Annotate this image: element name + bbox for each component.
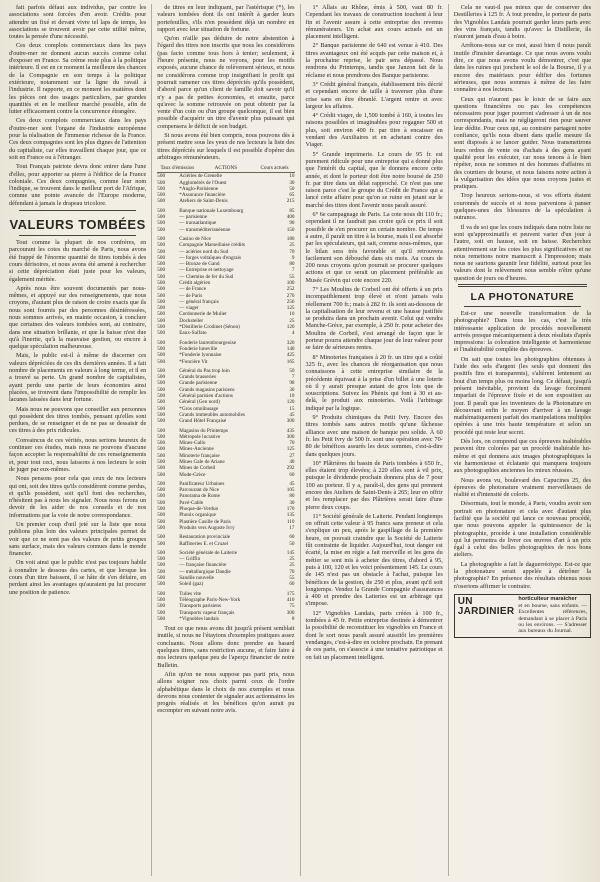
table-cell-num: 500 bbox=[157, 493, 166, 500]
table-cell-name: Panificateur Urbaines bbox=[179, 480, 225, 487]
table-cell-val: 55 bbox=[289, 273, 295, 280]
table-row bbox=[157, 472, 294, 478]
table-cell-num: 500 bbox=[157, 411, 166, 418]
ad-subtitle: horticulteur maraîcher bbox=[518, 595, 577, 602]
table-cell-name: Grand Hôtel Françaisé bbox=[179, 418, 227, 425]
table-cell-name: Mines Gale de Ariane bbox=[179, 459, 225, 465]
table-cell-num: 500 bbox=[157, 198, 166, 205]
table-cell-num: 500 bbox=[157, 220, 166, 227]
table-cell-val: 4 bbox=[291, 330, 295, 337]
heading-la-photonature: LA PHOTONATURE bbox=[470, 290, 575, 303]
table-cell-num: 500 bbox=[157, 345, 166, 352]
table-cell-val: 70 bbox=[289, 248, 295, 255]
paragraph: 10° Plâtrières du bassin de Paris tombées à 650 fr., elles étaient trop élevées; à 220 elles sont à vil prix, puisque le dividende prochain donnera plus de 7 pour 100 au porteur. Il y a, paraît-il, des gens qui prennent encore des Ateliers de Saint-Denis à 265; leur en offrir et les remplacer par des Plâtrières serait faire d'une pierre deux coups. bbox=[305, 459, 443, 511]
table-cell-num: 500 bbox=[157, 499, 166, 506]
table-cell-num: 500 bbox=[157, 254, 166, 261]
paragraph: Tout ce que nous avons dit jusqu'à présent semblait inutile, si nous ne l'étayions d'exemples pratiques assez concluants. Nous allons donc prendre au hasard quelques titres, sans restriction aucune, et faire faire à nos lecteurs quelque peu de l'aperçu financier de notre Bulletin. bbox=[157, 625, 295, 669]
table-cell-val: 55 bbox=[289, 575, 295, 582]
table-cell-num: 500 bbox=[157, 590, 166, 597]
table-cell-name: Transports parisiens bbox=[179, 603, 221, 610]
table-cell-num: 500 bbox=[157, 358, 166, 365]
paragraph: 6° 6e campagnage de Paris. La cote nous dit 110 fr.; cependant il ne faudrait pas croire qu'à ce prix il soit possible de s'en procurer un certain nombre. De temps à autre, il paraît un titre à la bourse, mais il est absorbé par les spéculateurs, qui sait, comme nous-mêmes, que le bilan sera très favorable et qu'il retrouvera facilement son débouché dans six mois. Au cours de 200 nous croyons qu'on pourrait se procurer quelques actions et que ce serait un placement préférable au Musée Grévin qui cote encore 220. bbox=[305, 211, 443, 284]
table-cell-name: — transméditerranéenne bbox=[179, 226, 231, 233]
table-cell-name: — Bronze de Gand bbox=[179, 261, 220, 268]
table-cell-name: Mode-Grèce bbox=[179, 471, 206, 478]
table-cell-val: 252 bbox=[286, 286, 295, 293]
table-cell-num: 500 bbox=[157, 305, 166, 312]
table-cell-val: 10 bbox=[289, 393, 295, 400]
photonature-article bbox=[454, 310, 591, 590]
table-cell-val: 30 bbox=[289, 499, 295, 506]
table-cell-val: 300 bbox=[286, 433, 295, 440]
table-cell-name: Pavé-Cable bbox=[179, 499, 204, 506]
table-cell-name: Général parisien d'actions bbox=[179, 393, 233, 400]
table-cell-val: 45 bbox=[289, 411, 295, 418]
table-row bbox=[157, 418, 294, 424]
table-cell-val: 70 bbox=[289, 440, 295, 447]
table-cell-val: 215 bbox=[286, 198, 295, 205]
paragraph: Afin qu'on ne nous suppose pas parti pris, nous allons soigner nos choix parmi ceux de l'ordre alphabétique dans le choix de nos exemples et nous devrons nous contenter de signaler aux actionnaires les progrès réalisés et les bénéfices qu'on aurait pu escompter en suivant notre avis. bbox=[157, 670, 295, 715]
table-cell-name: Grande parisienne bbox=[179, 380, 218, 387]
table-cell-name: Crédit algérien bbox=[179, 279, 211, 286]
table-cell-num: 500 bbox=[157, 581, 166, 588]
table-cell-name: Mines de Corbeil bbox=[179, 465, 216, 472]
table-cell-val: 110 bbox=[286, 518, 295, 525]
paragraph: 3° Crédit général français, établissement très décrié et cependant encore de taille à traverser plus d'une crise sans en être ébranlé. L'argent rentre et avec largeur les affaires. bbox=[305, 80, 443, 110]
table-row bbox=[157, 227, 294, 233]
paragraph: Tout Français patriote devra donc entrer dans l'une d'elles, pour apporter sa pierre à l'édifice de la France coloniale. Ces deux compagnies, comme leur nom l'indique, se trouvent dans le meilleur port de l'Afrique, comme une pointe avancée de l'Europe moderne, défendant à jamais le drapeau tricolore. bbox=[9, 163, 147, 207]
table-cell-num: 500 bbox=[157, 471, 166, 478]
table-cell-num: 500 bbox=[157, 248, 166, 255]
divider bbox=[458, 284, 587, 287]
table-cell-name: Minoterie française bbox=[179, 452, 220, 459]
paragraph: On voit ainsi que le public n'est pas toujours habile à connaître le dessous des cartes, et que lorsque les cours d'un titre baissent, il se hâte de s'en défaire, en perdant ainsi les avantages qu'auraient pu lui procurer une position de patience. bbox=[9, 559, 147, 596]
table-cell-num: 500 bbox=[157, 534, 166, 541]
table-cell-val: 120 bbox=[286, 399, 295, 406]
column-2-top-text bbox=[157, 4, 294, 161]
table-cell-num: 500 bbox=[157, 279, 166, 286]
table-cell-num: 500 bbox=[157, 386, 166, 393]
table-cell-num: 500 bbox=[157, 603, 166, 610]
paragraph: La photographie a fait le daguerréotype. Est-ce que la photonature serait appelée à détrôner la photographie? En présence des résultats obtenus nous n'oserions affirmer le contraire. bbox=[453, 560, 591, 590]
table-cell-num: 500 bbox=[157, 465, 166, 472]
table-cell-name: *Assurance financière bbox=[179, 192, 226, 199]
table-cell-name: Soleil (gaz) bbox=[179, 581, 204, 588]
ad-title: UN JARDINIER bbox=[457, 595, 515, 617]
table-cell-num: 500 bbox=[157, 524, 166, 531]
ad-text: et en bourse, sans enfants. — Excellentes références, demandant à se placer à Paris ou les environs. — S'adresser aux bureaux du Journal. bbox=[518, 602, 587, 635]
table-cell-val: 7 bbox=[291, 267, 295, 274]
paragraph: Après nous être souvent documentés par nous-mêmes, et appuyé sur des renseignements, que nous croyons, d'autant plus de raison de croire exacts que ils nous sont fournis par des personnes désintéressées, nous sommes arrivés, en mainte occasion, à conclure que certaines des valeurs tombées sont, au contraire, dans une situation brillante, et que la baisse n'est due qu'à l'inertie, qu'à la mauvaise gestion, ou encore à quelque spéculation malheureuse. bbox=[9, 284, 147, 351]
table-cell-name: — forges voltaïques d'engrais bbox=[179, 254, 242, 261]
table-cell-val: 165 bbox=[286, 358, 295, 365]
table-block bbox=[157, 368, 294, 425]
table-cell-num: 500 bbox=[157, 367, 166, 374]
table-cell-name: Aciéries de Grenelle bbox=[179, 173, 222, 180]
table-cell-num: 500 bbox=[157, 615, 166, 622]
table-cell-val: 300 bbox=[286, 418, 295, 425]
table-cell-val: 17 bbox=[289, 524, 295, 531]
table-cell-name: — viager bbox=[179, 305, 199, 312]
table-cell-val: 50 bbox=[289, 185, 295, 192]
table-cell-val: 8 bbox=[291, 615, 295, 622]
table-cell-name: Fonderie luneville bbox=[179, 345, 218, 352]
table-block bbox=[157, 208, 294, 233]
table-cell-name: Téléographe Paris-New-York bbox=[179, 596, 241, 603]
table-cell-name: Ateliers de Saint-Denis bbox=[179, 198, 228, 205]
table-cell-val: 10 bbox=[289, 173, 295, 180]
table-cell-val: 9 bbox=[291, 254, 295, 261]
table-cell-num: 500 bbox=[157, 298, 166, 305]
table-cell-name: Mines-Gallo bbox=[179, 440, 206, 447]
paragraph: 11° Société générale de Laiterie. Pendant longtemps on offrait cette valeur à 95 francs sans preneur et cela s'explique un peu, après le gaspillage de la première heure, on pouvait craindre que la Société de Laiterie fût contrainte de liquider. Aujourd'hui, tout danger est écarté, la mise en régie a fait merveille et les gens du métier se sont mis à acheter des titres, d'abord à 95, puis à 100, 120 et les voici présentement 145. Le cours de 145 n'est pas un obstacle à l'achat, puisque les bénéfices de la gestion, de 250 et plus, avant qu'il soit longtemps. Vendez la Grande Compagnie d'assurances à 400 et prendre des Laiteries est un arbitrage qui s'impose. bbox=[305, 512, 443, 608]
table-cell-num: 500 bbox=[157, 512, 166, 519]
table-cell-name: *Anglo-Parisienne bbox=[179, 185, 219, 192]
table-cell-num: 500 bbox=[157, 374, 166, 381]
table-cell-num: 500 bbox=[157, 556, 166, 563]
arbitrage-examples bbox=[306, 4, 443, 661]
table-row bbox=[157, 359, 294, 365]
table-block bbox=[157, 428, 294, 478]
table-cell-val: 60 bbox=[289, 581, 295, 588]
paragraph: Est-ce une nouvelle transformation de la photographie? Dans tous les cas, c'est la très intéressante application de procédés nouvellement arrivés presque mécaniquement à deux résultats d'après impressions: la coloration intelligente et harmonieuse et l'inaltérabilité complète des épreuves. bbox=[453, 309, 591, 354]
table-cell-name: Casino de Nice bbox=[179, 235, 211, 242]
table-cell-num: 500 bbox=[157, 405, 166, 412]
table-cell-val: 70 bbox=[289, 568, 295, 575]
table-cell-name: — transatlantique bbox=[179, 220, 217, 227]
actions-table bbox=[157, 173, 294, 622]
table-cell-val: 100 bbox=[286, 279, 295, 286]
table-cell-num: 500 bbox=[157, 433, 166, 440]
table-cell-num: 500 bbox=[157, 459, 166, 465]
table-cell-num: 500 bbox=[157, 480, 166, 487]
table-cell-val: 30 bbox=[289, 386, 295, 393]
table-cell-name: *Foncière Vit bbox=[179, 358, 208, 365]
table-cell-num: 500 bbox=[157, 192, 166, 199]
table-cell-name: Produits vers Auguste Ivry bbox=[179, 524, 235, 531]
paragraph: 5° Grande imprimerie. Le cours de 95 fr. est purement ridicule pour une entreprise qui a donné plus que l'intérêt du capital, que le donnera encore cette année, et dont le porteur doit être notre boursé de 250 fr. par titre dans un délai rapproché. Ce n'est pas une raison parce c'est le groupe du Crédit de France qui a lancé cette affaire pour qu'on se ruine en jetant sur le marché des titres dont l'avenir nous paraît assuré. bbox=[305, 150, 443, 209]
paragraph: Arrêtons-nous sur ce mot, aussi bien il nous paraît inutile d'insister davantage. Ce que nous avons voulu dire, ce que nous avons voulu démontrer, c'est que dans les ruines qui jonchent le sol de la Bourse, il y a encore des matériaux pour édifier des fortunes sérieuses, que nous sommes à même de les faire connaître à nos lecteurs. bbox=[453, 42, 591, 94]
table-cell-name: Docksteiler bbox=[179, 317, 204, 324]
table-cell-val: 25 bbox=[289, 242, 295, 249]
table-cell-val: 10 bbox=[289, 311, 295, 318]
table-row bbox=[157, 198, 294, 204]
table-cell-val: 135 bbox=[286, 512, 295, 519]
paragraph: Tout comme la plupart de nos confrères, en parcourant les cotes du marché de Paris, nous avons été frappé de l'énorme quantité de titres tombés à des cours dérisoires, et nous avons été amené à rechercher si cette dépréciation était juste pour les valeurs, également méritée. bbox=[9, 239, 147, 283]
paragraph: Dès lors, on comprend que ces épreuves inaltérables peuvent être colorées par un procédé inaltérable lui-même et qui donnera aux images photographiques la vie harmonieuse et éclatante qui manquera toujours aux photographies anciennes les mieux réussies. bbox=[453, 438, 591, 475]
table-cell-name: Raffineries E. et Cruzel bbox=[179, 540, 229, 547]
heading-valeurs-tombees: VALEURS TOMBÉES bbox=[9, 217, 146, 233]
table-cell-num: 500 bbox=[157, 549, 166, 556]
paragraph: Qu'on n'aille pas déduire de notre abstention à l'égard des titres non inscrits que nous les considérons (pas facto comme tous hors à tenter; seulement, à l'heure présente, nous ne voyons, pour les motifs exposés, aucune chance de relèvement sérieux, et nous ne considérons comme trop insignifiant le profit qui pourrait ramener ces titres dépréciés qu'ils possèdent, d'abord parce qu'un client de famille doit savoir qu'il n'y a pas de petites économies, et ensuite, parce qu'avec la somme retrouvée on peut obtenir par la vente d'un coin ou d'un groupe quelconque, il est bien possible d'acquérir un titre d'avenir plus puissant qui compensera le déficit de son budget. bbox=[157, 35, 295, 130]
table-cell-val: 85 bbox=[289, 207, 295, 214]
table-cell-name: Transports vapeur français bbox=[179, 609, 235, 616]
table-cell-name: Mines-Ancienne bbox=[179, 446, 214, 453]
table-cell-name: *Gros omnibusage bbox=[179, 405, 219, 412]
table-cell-name: Métropole lucrative bbox=[179, 433, 221, 440]
table-cell-name: *Fonderie lyonnaise bbox=[179, 352, 222, 359]
table-cell-val: 75 bbox=[289, 603, 295, 610]
table-cell-val: 175 bbox=[286, 590, 295, 597]
paragraph: Convaincus de ces vérités, nous serions heureux de continuer ces études, mais nous ne pouvons d'aucune façon accepter la responsabilité de ces renseignements et, pour tout ceci, nous laissons à nos lecteurs le soin de juger par eux-mêmes. bbox=[9, 436, 147, 473]
valeurs-tombees-article bbox=[9, 239, 146, 596]
paragraph: 12° Vignobles Landais, parts créées à 100 fr., tombées à 45 fr. Petite entreprise destinée à démontrer la possibilité de reconstituer les vignobles en France et dont le sort nous paraît assuré aussitôt les premières vendanges, c'est-à-dire en octobre prochain. En prenant de ces parts, on s'associe à une tentative patriotique et on fait un placement intelligent. bbox=[305, 609, 443, 661]
header-taux: Taux d'émission bbox=[160, 165, 195, 172]
table-cell-val: 256 bbox=[286, 298, 295, 305]
table-cell-name: *Distillerie Crodinet (Sénon) bbox=[179, 324, 240, 331]
table-cell-name: Général (Gen nord) bbox=[179, 399, 220, 406]
header-cours: Cours actuels bbox=[260, 165, 289, 172]
table-cell-val: 120 bbox=[286, 324, 295, 331]
table-cell-val: 50 bbox=[289, 367, 295, 374]
paragraph: 2° Banque parisienne de 640 est venue à 410. Des titres avantageux ont été acquis par cette maison et, à la prochaine reprise, le pair sera dépassé. Nous rendrons du Printemps, tandis que Janzon fait de la réclame et nous prendrons des Banque parisienne. bbox=[305, 42, 443, 79]
paragraph: 4° Crédit viager, de 1,500 tombé à 160, à toutes les raisons possibles et imaginables pour regagner 500 et plus, soit environ 400 fr. par titre à encaisser en vendant des Auxiliaires et en achetant contre des Viager. bbox=[305, 112, 443, 149]
table-block bbox=[157, 481, 294, 531]
paragraph: 1° Allais au Rhône, émis à 500, vaut 80 fr. Cependant les travaux de construction touchent à leur fin et l'avenir assure à cette entreprise des revenus rémunérateurs. Un achat aux cours actuels est un placement intelligent. bbox=[305, 4, 443, 41]
table-cell-num: 500 bbox=[157, 575, 166, 582]
table-cell-val: 25 bbox=[289, 556, 295, 563]
table-row bbox=[157, 581, 294, 587]
table-cell-num: 500 bbox=[157, 609, 166, 616]
table-cell-val: 80 bbox=[289, 493, 295, 500]
table-cell-name: Restauration provinciale bbox=[179, 534, 231, 541]
table-cell-val: 435 bbox=[286, 427, 295, 434]
column-4 bbox=[449, 4, 596, 876]
table-cell-val: 65 bbox=[289, 192, 295, 199]
table-cell-name: — aciéries nord du Sud bbox=[179, 248, 229, 255]
paragraph: Trop heureux serions-nous, si vos efforts étaient couronnés de succès et si nous parvenions à panser quelques-unes des blessures de la spéculation à outrance. bbox=[453, 192, 591, 222]
table-cell-num: 500 bbox=[157, 380, 166, 387]
table-cell-val: 270 bbox=[286, 292, 295, 299]
column-4-top-text bbox=[454, 4, 591, 282]
table-cell-val: 292 bbox=[286, 465, 295, 472]
table-cell-num: 500 bbox=[157, 311, 166, 318]
table-cell-val: 150 bbox=[286, 226, 295, 233]
divider bbox=[19, 210, 136, 211]
table-cell-name: Fonderie laurembourgeoise bbox=[179, 339, 237, 346]
paragraph: Mais nous ne pouvons que conseiller aux personnes qui possèdent des titres tombés, pensant qu'elles sont perdues, de se renseigner et de ne pas se dessaisir de ces titres à des prix ridicules. bbox=[9, 405, 147, 435]
table-cell-val: 15 bbox=[289, 405, 295, 412]
divider bbox=[19, 235, 136, 236]
table-cell-val: 98 bbox=[289, 380, 295, 387]
table-cell-num: 500 bbox=[157, 518, 166, 525]
table-cell-num: 500 bbox=[157, 427, 166, 434]
paragraph: Mais, le public est-il à même de discerner ces valeurs dépréciées de ces dix dernières années. Il a fait nombre de placements en valeurs à long terme, et il en a trouvé sa perte. Un grand nombre de capitalistes, ayant perdu une partie de leurs économies ainsi placées, se trouvent dans l'impossibilité de remplir les lacunes laissées dans leur fortune. bbox=[9, 352, 147, 404]
table-cell-name: Tuiles vite bbox=[179, 590, 202, 597]
actions-table-header bbox=[157, 165, 294, 173]
table-cell-val: 400 bbox=[286, 214, 295, 221]
table-cell-val: 60 bbox=[289, 534, 295, 541]
table-cell-name: — parisienne bbox=[179, 214, 208, 221]
table-row bbox=[157, 616, 294, 622]
table-row bbox=[157, 330, 294, 336]
table-cell-num: 500 bbox=[157, 418, 166, 425]
table-cell-val: 27 bbox=[289, 452, 295, 459]
table-cell-name: — métallurgique Dandie bbox=[179, 568, 231, 575]
table-cell-num: 500 bbox=[157, 207, 166, 214]
table-cell-num: 500 bbox=[157, 330, 166, 337]
table-cell-num: 500 bbox=[157, 173, 166, 180]
table-cell-name: Grands magasins parisiens bbox=[179, 386, 235, 393]
table-cell-name: Eaux-Sulfato bbox=[179, 330, 207, 337]
table-cell-val: 140 bbox=[286, 345, 295, 352]
table-cell-num: 500 bbox=[157, 540, 166, 547]
table-cell-val: 7 bbox=[291, 374, 295, 381]
table-block bbox=[157, 591, 294, 622]
table-cell-num: 500 bbox=[157, 393, 166, 400]
table-cell-val: 170 bbox=[286, 506, 295, 513]
paragraph: Nous pensons pour cela que ceux de nos lecteurs qui ont, soit des titres qu'ils considèrent comme perdus, et qu'ils possèdent, soit qu'il font des recherches, n'hésitent pas à nous les signaler. Nous nous ferons un devoir de les aider de nos conseils et de nos informations par la voie de notre correspondance. bbox=[9, 475, 147, 519]
paragraph: Cela ne vaut-il pas mieux que de conserver des Destilleries à 125 fr. À tout prendre, le porteur de parts des Vignobles Landais pourrait garder leurs parts avec des vins français, tandis qu'avec la Distillerie, ils n'auront jamais d'eau à boire. bbox=[453, 4, 591, 41]
table-cell-name: Phoque-de-Verdun bbox=[179, 506, 219, 513]
table-row bbox=[157, 525, 294, 531]
column-1 bbox=[4, 4, 152, 876]
columns bbox=[4, 4, 596, 876]
paragraph: Ces deux complots commerciaux dans les pays d'outre-mer ne donnent aucun succès comme celui d'exposer en France. Sa crème reste plus à la politique intérieure. Il est en ce moment la meilleure des chances de la Compagnie en son temps à la politique extérieure, notamment sur la ligne du ravail à l'industrie. Il rapporte, en ce moment les matières dont les pièces ont des usages particuliers, par grandes quantités et en le meilleur marché possible, afin de lutter efficacement contre la concurrence étrangère. bbox=[9, 42, 147, 116]
table-cell-name: Société générale de Laiterie bbox=[179, 549, 237, 556]
table-cell-num: 500 bbox=[157, 273, 166, 280]
table-cell-name: Banque nationale Luxembourg bbox=[179, 207, 244, 214]
table-cell-num: 500 bbox=[157, 596, 166, 603]
table-cell-val: 125 bbox=[286, 305, 295, 312]
table-cell-val: 300 bbox=[286, 609, 295, 616]
classified-ad bbox=[454, 594, 591, 638]
table-cell-num: 500 bbox=[157, 317, 166, 324]
table-block bbox=[157, 173, 294, 204]
table-cell-name: — Entreprise et nettoyage bbox=[179, 267, 234, 274]
paragraph: On sait que toutes les photographies obtenues à l'aide des sels d'argent (les seuls qui donnent des positifs fins et transparents), s'altèrent lentement au bout d'un temps plus ou moins long. Ce défaut, jusqu'à présent inévitable, provient du lavage forcément imparfait de l'épreuve fixée et de son exposition au jour. Il paraît que les inventeurs de la Photonature en découvrant enfin le moyen d'arriver à un lavage mathématiquement parfait des manipulations multiples opérées à une très haute température et selon un procédé qui reste leur secret. bbox=[453, 355, 591, 436]
table-cell-num: 500 bbox=[157, 185, 166, 192]
paragraph: 7° Les Moulins de Corbeil ont été offerts à un prix incompatiblement trop élevé et n'ont jamais valu réellement 700 fr.; mais à 282 fr. ils sont au-dessous de la capitalisation de leur revenu et une hausse justifiée se produira dans un prochain avenir. Celui qui vendra Manche-Grèce, par exemple, à 250 fr. pour acheter des Moulins de Corbeil, s'est arrangé de façon que le porteur pourra attendre chaque jour de leur valeur pour se faire de sérieuses rentes. bbox=[305, 285, 443, 352]
table-cell-name: Cordonnerie de Mulier bbox=[179, 311, 227, 318]
table-cell-name: Général du Pas trop loin bbox=[179, 367, 230, 374]
table-cell-name: Parcourant de Nice bbox=[179, 487, 220, 494]
table-cell-name: Sandile nouvelle bbox=[179, 575, 214, 582]
table-cell-val: 60 bbox=[289, 471, 295, 478]
paragraph: Ces deux complots commerciaux dans les pays d'outre-mer sont l'organe de l'industrie européenne pour la réalisation de l'immense richesse de la France. Ces deux compagnies sont les plus dignes de l'attention du capitaliste, car elles travaillent chaque jour, que ce soit en France ou à l'étranger. bbox=[9, 117, 147, 161]
table-cell-name: — Griffin bbox=[179, 556, 201, 563]
table-cell-num: 500 bbox=[157, 235, 166, 242]
table-cell-val: 105 bbox=[286, 487, 295, 494]
table-cell-num: 500 bbox=[157, 440, 166, 447]
table-cell-name: Grands immeubles automobiles bbox=[179, 411, 245, 418]
table-cell-num: 500 bbox=[157, 446, 166, 453]
table-cell-num: 500 bbox=[157, 286, 166, 293]
table-cell-val: 40 bbox=[289, 459, 295, 465]
table-cell-name: Magasins du Printemps bbox=[179, 427, 228, 434]
header-actions: ACTIONS bbox=[214, 165, 238, 172]
table-block bbox=[157, 236, 294, 337]
table-cell-val: 80 bbox=[289, 261, 295, 268]
table-cell-name: — général français bbox=[179, 298, 219, 305]
column-3 bbox=[301, 4, 449, 876]
paragraph: Un premier coup d'œil jeté sur la liste que nous publions plus loin des valeurs principales permet de voir que ce ne sont pas des valeurs de petits groupes sans surface, mais des valeurs connues dans le monde financier. bbox=[9, 521, 147, 558]
table-cell-num: 500 bbox=[157, 324, 166, 331]
table-cell-num: 500 bbox=[157, 261, 166, 268]
paragraph: 9° Produits chimiques du Petit Ivry. Encore des titres tombés sans autres motifs qu'une fâcheuse alliance avec une maison de banque peu solide. À 60 fr. les Petit Ivry de 500 fr. sont une opération avec 70-80 de bénéfices assurés les deux sommes, c'est-à-dire dans quelques jours. bbox=[305, 414, 443, 458]
paragraph: Nous avons vu, boulevard des Capucines 25, des épreuves de photonature vraiment merveilleuses de réalité et d'intensité de coloris. bbox=[453, 476, 591, 499]
table-cell-name: Panorama de Rome bbox=[179, 493, 220, 500]
table-block bbox=[157, 534, 294, 547]
table-block bbox=[157, 340, 294, 365]
table-cell-name: Compagnie Marseillaise crédits bbox=[179, 242, 245, 249]
table-cell-val: 125 bbox=[286, 446, 295, 453]
column-2 bbox=[152, 4, 300, 876]
table-cell-num: 500 bbox=[157, 452, 166, 459]
table-cell-num: 500 bbox=[157, 292, 166, 299]
table-cell-num: 500 bbox=[157, 226, 166, 233]
table-cell-name: Phonix organique bbox=[179, 512, 216, 519]
paragraph: fait parfois défaut aux individus, par contre les associations sont forcées d'en avoir. Crédits pour attendre un fixé et devant vivre tel laps de temps, les associations se trouvent avoir par cette utilité même, toutes la pensée d'une nécessité. bbox=[9, 4, 147, 41]
table-cell-num: 500 bbox=[157, 179, 166, 186]
paragraph: Désormais, tout le monde, à Paris, voudra avoir son portrait en photonature et cela avec d'autant plus facilité que la société qui lance ce nouveau procédé, que nous pouvons appeler la quintessence de la photographie, procède à une installation considérable qui lui permettra de livrer ces œuvres d'art à un prix égal à celui des belles photographies de nos bons ateliers. bbox=[453, 500, 591, 559]
table-cell-name: — française financière bbox=[179, 562, 227, 569]
table-cell-num: 500 bbox=[157, 267, 166, 274]
table-cell-name: — de France bbox=[179, 286, 207, 293]
table-row bbox=[157, 541, 294, 547]
table-cell-val: 45 bbox=[289, 480, 295, 487]
table-cell-name: Agglomérés de l'Ouest bbox=[179, 179, 227, 186]
table-cell-num: 500 bbox=[157, 562, 166, 569]
table-block bbox=[157, 550, 294, 588]
paragraph: Ceux qui n'auront pas le loisir de se faire aux questions financières ou pas les compétences nécessaires pour juger pourront s'adresser à un de nos correspondants, mais ne négligeront rien pour sauver leur dédite. Pour ceux qui, au contraire partagent notre confiance, qu'ils nous disent dans quelle mesure ils sont disposés à se lancer guider. Nous transmettrons leurs ordres de vente ou d'achats à des gens ayant qualité pour les exécuter, car nous tenons à le bien répéter, nous ne sommes ni des hommes d'affaires ni des courtiers de bourse, et nous faisons notre action à la vulgarisation des idées que nous croyons justes et pratiques. bbox=[453, 95, 591, 191]
table-cell-val: 145 bbox=[286, 549, 295, 556]
table-cell-val: 90 bbox=[289, 220, 295, 227]
table-cell-val: 425 bbox=[286, 352, 295, 359]
table-cell-val: 30 bbox=[289, 179, 295, 186]
table-cell-name: — de Paris bbox=[179, 292, 203, 299]
table-cell-val: 25 bbox=[289, 562, 295, 569]
paragraph: 8° Minoteries françaises à 20 fr. un titre qui a coûté 325 fr., avec les chances de réorganisation que nous connaissons à cette entreprise similaire de la précédente équivaut à la prise d'un billet à une loterie où il y aurait presque autant de gros lots que de souscriptions. Suivez les Phénix qui font à 30 et au-delà, le produit aux minoteries. Voilà l'arbitrage indiqué par la logique. bbox=[305, 353, 443, 412]
table-cell-num: 500 bbox=[157, 487, 166, 494]
table-cell-name: *Vignobles landais bbox=[179, 615, 219, 622]
paragraph: Si nous avons été bien compris, nous pouvons dès à présent mettre sous les yeux de nos lecteurs la liste des titres dépréciés sur lesquels il est possible d'opérer des arbitrages rémunérateurs. bbox=[157, 132, 295, 161]
table-cell-val: 180 bbox=[286, 235, 295, 242]
table-cell-val: 320 bbox=[286, 339, 295, 346]
column-1-top-text bbox=[9, 4, 146, 207]
table-cell-num: 500 bbox=[157, 214, 166, 221]
paragraph: Il va de soi que les cours indiqués dans notre liste ne sont qu'approximatifs et peuvent varier d'un jour à l'autre, soit en hausse, soit en baisse. Recherchez attentivement sur les cotes les plus significatives et ne nous remettons notre manuscrit à l'impression; mais nous ne saurions garantir leur fidélité, surtout pour les valeurs dont le relèvement nous semble n'être qu'une question de jours ou d'heures. bbox=[453, 223, 591, 282]
table-cell-num: 500 bbox=[157, 399, 166, 406]
table-cell-name: Grands brasseries bbox=[179, 374, 216, 381]
column-2-bottom-text bbox=[157, 625, 294, 715]
table-cell-num: 500 bbox=[157, 506, 166, 513]
table-cell-num: 500 bbox=[157, 352, 166, 359]
table-cell-name: Plastière Casille de Paris bbox=[179, 518, 231, 525]
table-cell-num: 500 bbox=[157, 568, 166, 575]
paragraph: de titres en leur indiquant, par l'astérisque (*), les valeurs tombées dont ils ont intérêt à garder leurs portefeuilles, s'ils n'en possèdent déjà un nombre en rapport avec leur situation de fortune. bbox=[157, 4, 295, 33]
table-cell-name: — Chemins de fer du Sud bbox=[179, 273, 234, 280]
table-cell-val: 50 bbox=[289, 540, 295, 547]
table-cell-val: 25 bbox=[289, 317, 295, 324]
table-cell-val: 410 bbox=[286, 596, 295, 603]
divider bbox=[464, 306, 581, 307]
table-cell-num: 500 bbox=[157, 339, 166, 346]
table-cell-num: 500 bbox=[157, 242, 166, 249]
